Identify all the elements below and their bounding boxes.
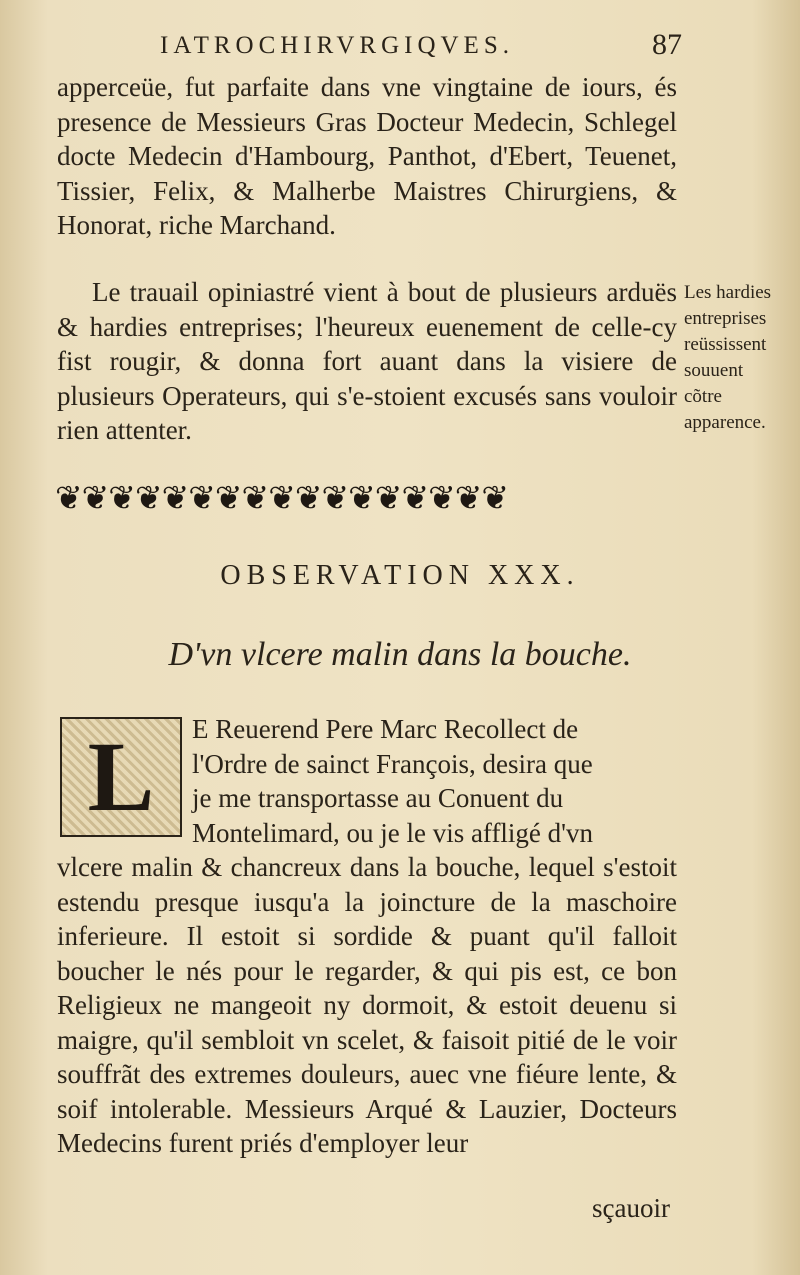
running-title: IATROCHIRVRGIQVES. bbox=[160, 32, 514, 59]
paragraph-2-text: Le trauail opiniastré vient à bout de plusieurs arduës & hardies entreprises; l'heureux euenement de celle-cy fist rougir, & donna fort auant dans la visiere de plusieurs Operateurs, qui s'e-stoient excusés sans vouloir rien attenter. bbox=[57, 277, 677, 445]
page-number: 87 bbox=[652, 28, 682, 61]
running-header bbox=[60, 28, 682, 72]
paragraph-1-text: apperceüe, fut parfaite dans vne vingtaine de iours, és presence de Messieurs Gras Docteur Medecin, Schlegel docte Medecin d'Hambourg, Panthot, d'Ebert, Teuenet, Tissier, Felix, & Malherbe Maistres Chirurgiens, & Honorat, riche Marchand. bbox=[57, 72, 677, 240]
observation-title: OBSERVATION XXX. bbox=[220, 560, 580, 591]
paragraph-3-text: vlcere malin & chancreux dans la bouche, lequel s'estoit estendu presque iusqu'a la joincture de la maschoire inferieure. Il estoit si sordide & puant qu'il falloit boucher le nés pour le regarder, & qui pis est, ce bon Religieux ne mangeoit ny dormoit, & estoit deuenu si maigre, qu'il sembloit vn scelet, & faisoit pitié de le voir souffrãt des extremes douleurs, auec vne fiéure lente, & soif intolerable. Messieurs Arqué & Lauzier, Docteurs Medecins furent priés d'employer leur bbox=[57, 852, 677, 1158]
ornament-band: ❦❦❦❦❦❦❦❦❦❦❦❦❦❦❦❦❦ bbox=[55, 478, 509, 517]
dropcap-line-3: je me transportasse au Conuent du bbox=[192, 783, 564, 813]
decorated-initial bbox=[60, 717, 182, 837]
paragraph-2 bbox=[57, 275, 677, 448]
dropcap-line-1: E Reuerend Pere Marc Recollect de bbox=[192, 714, 579, 744]
dropcap-line-4: Montelimard, ou je le vis affligé d'vn bbox=[192, 817, 594, 848]
decorated-initial-letter: L bbox=[87, 721, 155, 832]
margin-note: Les hardies entreprises reüssissent souuent cõtre apparence. bbox=[684, 282, 772, 433]
catchword: sçauoir bbox=[592, 1193, 670, 1223]
dropcap-line-2: l'Ordre de sainct François, desira que bbox=[192, 748, 593, 779]
paragraph-1 bbox=[57, 70, 677, 243]
observation-subtitle: D'vn vlcere malin dans la bouche. bbox=[168, 636, 632, 673]
